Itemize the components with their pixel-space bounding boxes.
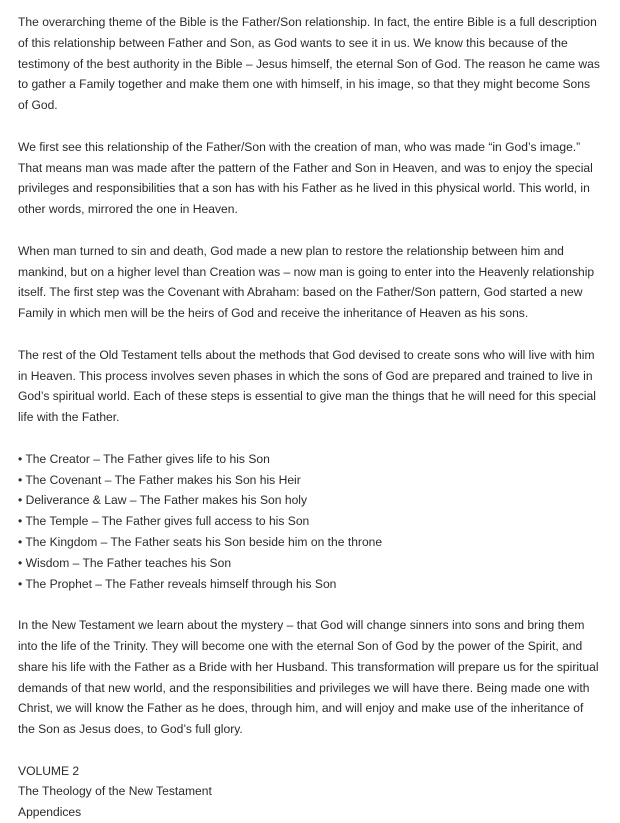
new-testament-paragraph: In the New Testament we learn about the mystery – that God will change sinners into sons and bring them into the life of the Trinity. They will become one with the eternal Son of God by the power of the Spirit, and share his life with the Father as a Bride with her Husband. This transformation will prepare us for the spiritual demands of that new world, and the responsibilities and privileges we will have there. Being made one with Christ, we will know the Father as he does, through him, and will enjoy and make use of the inheritance of the Son as Jesus does, to God’s full glory. <box>18 618 599 737</box>
list-item: • The Prophet – The Father reveals himself through his Son <box>18 576 337 591</box>
list-item: • The Creator – The Father gives life to his Son <box>18 451 270 466</box>
list-item: • Deliverance & Law – The Father makes his Son holy <box>18 493 308 508</box>
volume-label: VOLUME 2 <box>18 763 80 778</box>
list-item: • Wisdom – The Father teaches his Son <box>18 555 232 570</box>
creation-paragraph: We first see this relationship of the Father/Son with the creation of man, who was made “in God’s image.” That means man was made after the pattern of the Father and Son in Heaven, and was to enjoy the special privileges and responsibilities that a son has with his Father as he lived in this physical world. This world, in other words, mirrored the one in Heaven. <box>18 139 593 217</box>
appendices-label: Appendices <box>18 805 82 820</box>
volume-info <box>18 761 602 823</box>
covenant-paragraph: When man turned to sin and death, God made a new plan to restore the relationship between him and mankind, but on a higher level than Creation was – now man is going to enter into the Heavenly relationship itself. The first step was the Covenant with Abraham: based on the Father/Son pattern, God started a new Family in which men will be the heirs of God and receive the inheritance of Heaven as his sons. <box>18 243 595 321</box>
phases-list <box>18 449 602 595</box>
volume-title: The Theology of the New Testament <box>18 784 212 799</box>
list-item: • The Temple – The Father gives full access to his Son <box>18 514 310 529</box>
intro-paragraph: The overarching theme of the Bible is the Father/Son relationship. In fact, the entire Bible is a full description of this relationship between Father and Son, as God wants to see it in us. We know this because of the testimony of the best authority in the Bible – Jesus himself, the eternal Son of God. The reason he came was to gather a Family together and make them one with himself, in his image, so that they might become Sons of God. <box>18 15 600 113</box>
list-item: • The Kingdom – The Father seats his Son beside him on the throne <box>18 534 383 549</box>
old-testament-paragraph: The rest of the Old Testament tells about the methods that God devised to create sons who will live with him in Heaven. This process involves seven phases in which the sons of God are prepared and trained to live in God’s spiritual world. Each of these steps is essential to give man the things that he will need for this special life with the Father. <box>18 347 596 425</box>
list-item: • The Covenant – The Father makes his Son his Heir <box>18 472 301 487</box>
